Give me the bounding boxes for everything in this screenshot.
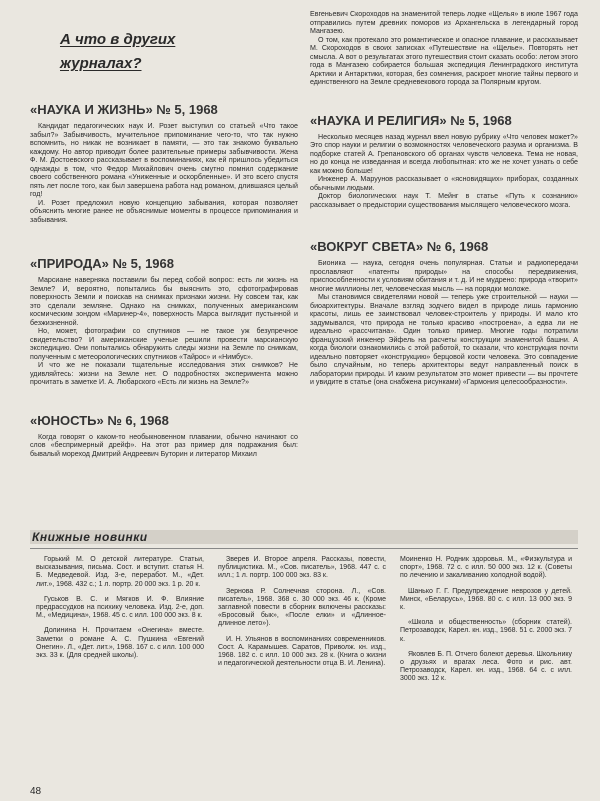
left-column xyxy=(30,30,298,458)
paragraph: Евгеньевич Скороходов на знаменитой теперь лодке «Щелья» в июле 1967 года отправились путем древних поморов из Архангельска в легендарный город Мангазею. xyxy=(310,10,578,35)
book-news-col-2 xyxy=(218,556,386,675)
section-body xyxy=(30,122,298,224)
book-news-col-3 xyxy=(400,556,572,691)
section-heading: «ПРИРОДА» № 5, 1968 xyxy=(30,256,174,271)
paragraph: Марсиане наверняка поставили бы перед собой вопрос: есть ли жизнь на Земле? И, вероятно, попытались бы выяснить это, сфотографировав поверхность Земли и поискав на снимках признаки жизни. Ну совсем так, как это сделали земляне. Однако на снимках, полученных американским космическим зондом «Маринер-4», поверхность Марса выглядит пустынной и безжизненной. xyxy=(30,276,298,327)
section-heading: «ВОКРУГ СВЕТА» № 6, 1968 xyxy=(310,239,489,254)
page-headline xyxy=(60,30,298,74)
paragraph: Мы становимся свидетелями новой — теперь уже строительной — науки — биоархитектуры. Вначале взгляд зодчего видел в природе лишь гармонию красоты, лишь ее заимствовал человек-строитель у природы. И мало кто задумывался, что природа не только красиво «построена», а едва ли не идеально «рассчитана». Один только пример. Многие годы потратили французский инженер Эйфель на расчеты конструкции знаменитой башни. А когда биологи ознакомились с этой работой, то сказали, что конструкция почти идеально повторяет «конструкцию» берцовой кости человека. Это совпадение было случайным, но теперь архитекторы ведут направленный поиск в лаборатории природы. И каким результатом это может привести — вы прочтете и увидите в статье (она снабжена рисунками) «Гармония целесообразности». xyxy=(310,293,578,386)
section-body xyxy=(30,433,298,459)
book-entry: «Школа и общественность» (сборник статей). Петрозаводск, Карел. кн. изд., 1968. 51 с. 2000 экз. 7 к. xyxy=(400,619,572,643)
paragraph: Кандидат педагогических наук И. Розет выступил со статьей «Что такое забыл?» Забывчивость, мучительное припоминание чего-то, что так нужно вспомнить, но никак не возникает в памяти, — это так знакомо буквально каждому. Но автор приводит более разительные примеры забывчивости. Жена Ф. М. Достоевского рассказывает в воспоминаниях, как ей пришлось убедиться однажды в том, что Федор Михайлович очень смутно помнил содержание своего собственного романа «Униженные и оскорбленные». И это всего спустя пять лет после того, как был завершена работа над романом, длившаяся целый год! xyxy=(30,122,298,198)
book-news-title: Книжные новинки xyxy=(32,530,148,544)
section-yunost xyxy=(30,413,298,459)
section-vokrug-sveta xyxy=(310,239,578,387)
section-body xyxy=(30,276,298,387)
book-entry: Зверев И. Второе апреля. Рассказы, повести, публицистика. М., «Сов. писатель», 1968. 447 с. с илл.; 1 л. портр. 100 000 экз. 83 к. xyxy=(218,556,386,580)
section-heading: «НАУКА И ЖИЗНЬ» № 5, 1968 xyxy=(30,102,218,117)
book-entry: Горький М. О детской литературе. Статьи, высказывания, письма. Сост. и вступит. статья Н. Б. Медведевой. Изд. 3-е, переработ. М., «Дет. лит.», 1968. 432 с.; 1 л. портр. 20 000 экз. 1 р. 20 к. xyxy=(36,556,204,588)
book-entry: Яковлев Б. П. Отчего болеют деревья. Школьнику о друзьях и врагах леса. Фото и рис. авт. Петрозаводск, Карел. кн. изд., 1968. 64 с. с илл. 3000 экз. 12 к. xyxy=(400,650,572,683)
paragraph: Но, может, фотографии со спутников — не такое уж безупречное свидетельство? И американские ученые решили провести марсианскую экспедицию. Они попытались обнаружить следы жизни на Земле по снимкам, полученным с метеорологических спутников «Тайрос» и «Нимбус». xyxy=(30,327,298,361)
paragraph: И. Розет предложил новую концепцию забывания, которая позволяет объяснить многие ранее не объяснимые моменты в процессе припоминания и забывания. xyxy=(30,198,298,224)
right-column xyxy=(310,10,578,387)
book-entry: Гуськов В. С. и Мягков И. Ф. Влияние предрассудков на психику человека. Изд. 2-е, доп. М., «Медицина», 1968. 45 с. с илл. 100 000 экз. 8 к. xyxy=(36,595,204,620)
book-entry: Моиненко Н. Родник здоровья. М., «Физкультура и спорт», 1968. 72 с. с илл. 50 000 экз. 12 к. (Советы по лечению и закаливанию холодной водой). xyxy=(400,556,572,580)
section-heading: «ЮНОСТЬ» № 6, 1968 xyxy=(30,412,169,428)
book-entry: Шанько Г. Г. Предупреждение неврозов у детей. Минск, «Беларусь», 1968. 80 с. с илл. 13 000 экз. 9 к. xyxy=(400,587,572,612)
paragraph: Несколько месяцев назад журнал ввел новую рубрику «Что человек может?» Это спор науки и религии о возможностях человеческого разума и организма. В подборке статей А. Грепановского об органах чувств человека. Тема не новая, но до конца не изведанная и всегда любопытная: кто же не хочет узнать о себе как можно больше! xyxy=(310,132,578,175)
section-body xyxy=(310,259,578,387)
continuation-text xyxy=(310,10,578,87)
paragraph: О том, как протекало это романтическое и опасное плавание, и рассказывает М. Скороходов в своих записках «Путешествие на «Щелье». Повторять нет смысла. А вот о результатах этого путешествия стоит сказать особо: летом этого года в Мангазею собирается большая экспедиция Ленинградского института Арктики и Антарктики, которая, без сомнения, раскроет многие тайны первого и единственного на Земле средневекового города за Полярным кругом. xyxy=(310,35,578,86)
section-body xyxy=(310,133,578,210)
headline-line2: журналах? xyxy=(60,55,142,72)
section-nauka-religiya xyxy=(310,113,578,210)
book-news-col-1 xyxy=(36,556,204,667)
headline-line1: А что в других xyxy=(60,31,176,48)
book-entry: Зернова Р. Солнечная сторона. Л., «Сов. писатель», 1968. 368 с. 30 000 экз. 46 к. (Кроме заглавной повести в сборник включены рассказы: «Бросовый бык», «После елки» и «Длинное-длинное лето»). xyxy=(218,587,386,628)
book-entry: И. Н. Ульянов в воспоминаниях современников. Сост. А. Карамышев. Саратов, Приволж. кн. изд., 1968. 182 с. с илл. 10 000 экз. 28 к. (Книга о жизни и педагогической деятельности отца В. И. Ленина). xyxy=(218,635,386,668)
section-priroda xyxy=(30,256,298,387)
paragraph: Когда говорят о каком-то необыкновенном плавании, обычно начинают со слов «беспримерный дрейф». На этот раз пример для подражания был: бывалый мореход Дмитрий Андреевич Буторин и литератор Михаил xyxy=(30,432,298,458)
page-number: 48 xyxy=(30,786,42,797)
book-entry: Долинина Н. Прочитаем «Онегина» вместе. Заметки о романе А. С. Пушкина «Евгений Онегин». Л., «Дет. лит.», 1968. 167 с. с илл. 100 000 экз. 33 к. (Для средней школы). xyxy=(36,627,204,660)
divider xyxy=(30,548,578,549)
paragraph: И что же не показали тщательные исследования этих снимков? Не удивляйтесь: жизни на Земле нет. О подробностях эксперимента можно прочитать в заметке И. А. Любарского «Есть ли жизнь на Земле?» xyxy=(30,361,298,386)
paragraph: Инженер А. Маруунов рассказывает о «ясновидящих» приборах, созданных обычными людьми. xyxy=(310,175,578,192)
paragraph: Доктор биологических наук Т. Мейнг в статье «Путь к сознанию» рассказывает о предыстории существования мыслящего человеческого мозга. xyxy=(310,192,578,209)
section-heading: «НАУКА И РЕЛИГИЯ» № 5, 1968 xyxy=(310,112,512,128)
paragraph: Бионика — наука, сегодня очень популярная. Статьи и радиопередачи прославляют «патенты природы» на способы передвижения, приспособленности к условиям обитания и т. д. И не мудрено: природа «творит» многие миллионы лет, человеческая мысль — на порядки моложе. xyxy=(310,259,578,293)
section-nauka-zhizn xyxy=(30,102,298,224)
